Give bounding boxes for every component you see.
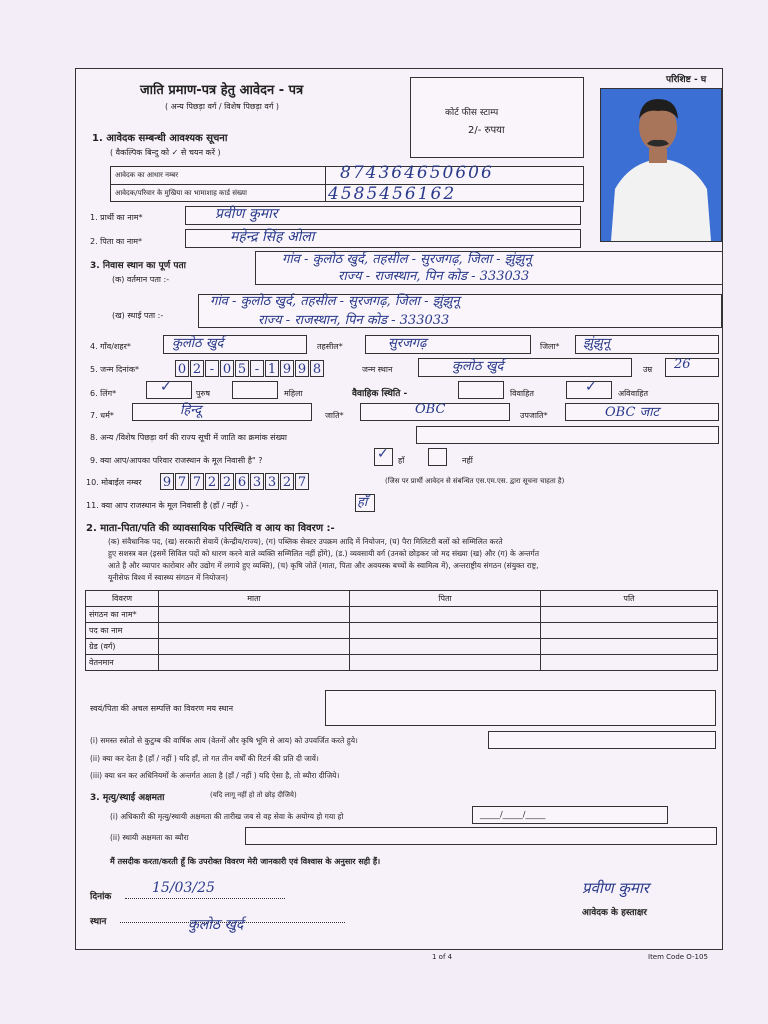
mobile-digit: 7 (295, 473, 309, 490)
date-label: दिनांक (90, 892, 112, 902)
form-subtitle: ( अन्य पिछड़ा वर्ग / विशेष पिछड़ा वर्ग ) (165, 102, 280, 111)
male-check-mark: ✓ (160, 379, 172, 395)
q3a-label: (क) वर्तमान पता :- (112, 275, 170, 284)
table-row-label: पद का नाम (86, 623, 159, 639)
table-header-cell: माता (159, 591, 350, 607)
q10-note: (जिस पर प्रार्थी आवेदन से संबन्धित एस.एम.एस. द्वारा सूचना चाहता है) (385, 477, 565, 485)
table-cell[interactable] (159, 655, 350, 671)
permanent-address-line1: गांव - कुलोठ खुर्द, तहसील - सुरजगढ़, जिला - झुंझुनू (210, 294, 460, 309)
dob-digit: 5 (235, 360, 249, 377)
married-label: विवाहित (510, 389, 534, 398)
date-line (125, 898, 285, 899)
current-address-line1: गांव - कुलोठ खुर्द, तहसील - सुरजगढ़, जिला - झुंझुनू (282, 252, 532, 267)
q5-label: 5. जन्म दिनांक* (90, 365, 139, 374)
mobile-digit: 2 (280, 473, 294, 490)
q10-label: 10. मोबाईल नम्बर (86, 478, 142, 487)
q4-label: 4. गाँव/शहर* (90, 342, 131, 351)
section3-note: (यदि लागू नहीं हो तो छोड़ दीजिये) (210, 791, 297, 799)
q2-label: 2. पिता का नाम* (90, 237, 143, 246)
age-label: उम्र (643, 365, 653, 374)
declaration: मैं तसदीक करता/करती हूँ कि उपरोक्त विवरण मेरी जानकारी एवं विश्वास के अनुसार सही हैं। (110, 857, 381, 866)
q3b-label: (ख) स्थाई पता :- (112, 311, 164, 320)
section2-heading: 2. माता-पिता/पति की व्यावसायिक परिस्थिति व आय का विवरण :- (86, 523, 335, 534)
table-cell[interactable] (541, 655, 718, 671)
caste-serial-field[interactable] (416, 426, 719, 444)
q6-label: 6. लिंग* (90, 389, 117, 398)
income-field[interactable] (488, 731, 716, 749)
birthplace-value: कुलोठ खुर्द (452, 359, 504, 374)
religion-field[interactable] (132, 403, 312, 421)
table-cell[interactable] (159, 623, 350, 639)
section2-para4: यूनीसेफ विश्व में स्वास्थ्य संगठन में नियोजन) (108, 573, 228, 582)
q3-label: 3. निवास स्थान का पूर्ण पता (90, 261, 186, 271)
table-row-label: संगठन का नाम* (86, 607, 159, 623)
table-header-cell: पति (541, 591, 718, 607)
mobile-digit: 3 (250, 473, 264, 490)
bhamashah-value[interactable]: 4585456162 (328, 184, 457, 204)
place-label: स्थान (90, 917, 107, 927)
mobile-digit: 6 (235, 473, 249, 490)
dob-field[interactable] (175, 358, 325, 377)
form-title: जाति प्रमाण-पत्र हेतु आवेदन - पत्र (140, 83, 304, 98)
section1-heading: 1. आवेदक सम्बन्धी आवश्यक सूचना (92, 133, 228, 144)
table-row (86, 655, 718, 671)
section2-para3: आते है और व्यापार कारोबार और उद्योग में लगाये हुए व्यक्ति), (च) कृषि जोतें (माता, पिता और अवयस्क बच्चों के स्वामित्व में), अन्तराष्ट्रीय संगठन (संयुक्त राष्ट्र, (108, 561, 539, 570)
table-cell[interactable] (159, 607, 350, 623)
income-q3: (iii) क्या धन कर अधिनियमों के अन्तर्गत आता है (हाँ / नहीं ) यदि ऐसा है, तो ब्यौरा दीजिये। (90, 771, 340, 780)
dob-digit: - (250, 360, 264, 377)
table-row-label: वेतनमान (86, 655, 159, 671)
native-no-checkbox[interactable] (428, 448, 447, 466)
native-yes-label: हाँ (398, 456, 405, 465)
dob-digit: 2 (190, 360, 204, 377)
father-name-value: महेन्द्र सिंह ओला (230, 229, 315, 245)
item-code: Item Code O-105 (648, 953, 708, 961)
table-cell[interactable] (159, 639, 350, 655)
property-label: स्वयं/पिता की अचल सम्पत्ति का विवरण मय स्थान (90, 704, 234, 713)
table-header-cell: पिता (350, 591, 541, 607)
table-cell[interactable] (350, 623, 541, 639)
place-value[interactable]: कुलोठ खुर्द (188, 917, 244, 933)
mobile-digit: 7 (175, 473, 189, 490)
q11-value: हाँ (357, 495, 368, 510)
section2-para2: हुए सशस्त्र बल (इसमें सिविल पदों को धारण करने वाले व्यक्ति सम्मिलित नहीं होंगे), (ड.) व्यवसायी वर्ग (उनको छोड़कर जो मद संख्या (ख) और (ग) के अन्तर्गत (108, 549, 540, 558)
aadhaar-label: आवेदक का आधार नम्बर (115, 171, 179, 179)
dob-digit: 1 (265, 360, 279, 377)
religion-value: हिन्दू (180, 403, 202, 418)
native-yes-check-mark: ✓ (377, 446, 389, 462)
income-q1: (i) समस्त स्त्रोतो से कुटुम्ब की वार्षिक आय (वेतनों और कृषि भूमि से आय) को उपवर्जित करते हुये। (90, 736, 358, 745)
q1-label: 1. प्रार्थी का नाम* (90, 213, 143, 222)
mobile-digit: 2 (220, 473, 234, 490)
occupation-table (85, 590, 718, 671)
dob-digit: - (205, 360, 219, 377)
male-label: पुरुष (196, 389, 210, 398)
table-row (86, 623, 718, 639)
page-number: 1 of 4 (432, 953, 453, 961)
aadhaar-value[interactable]: 874364650606 (340, 163, 494, 183)
table-cell[interactable] (541, 639, 718, 655)
age-value: 26 (674, 357, 691, 372)
property-field[interactable] (325, 690, 716, 726)
dob-digit: 0 (175, 360, 189, 377)
signature: प्रवीण कुमार (582, 879, 649, 897)
district-label: जिला* (540, 342, 560, 351)
applicant-name-value: प्रवीण कुमार (215, 206, 278, 222)
tehsil-label: तहसील* (317, 342, 343, 351)
unmarried-check-mark: ✓ (585, 379, 597, 395)
person-photo-icon (601, 89, 721, 241)
mobile-digit: 9 (160, 473, 174, 490)
q11-label: 11. क्या आप राजस्थान के मूल निवासी है (हाँ / नहीं ) - (86, 501, 249, 510)
section3-heading: 3. मृत्यु/स्थाई अक्षमता (90, 793, 165, 803)
stamp-value: 2/- रुपया (468, 125, 505, 136)
tehsil-value: सुरजगढ़ (388, 336, 427, 351)
district-value: झुंझुनू (583, 336, 610, 351)
village-value: कुलोठ खुर्द (172, 336, 224, 351)
married-checkbox[interactable] (458, 381, 504, 399)
q7-label: 7. धर्म* (90, 411, 114, 420)
unmarried-label: अविवाहित (618, 389, 649, 398)
table-cell[interactable] (350, 655, 541, 671)
current-address-line2: राज्य - राजस्थान, पिन कोड - 333033 (338, 269, 530, 284)
dob-digit: 9 (295, 360, 309, 377)
mobile-digit: 7 (190, 473, 204, 490)
signature-label: आवेदक के हस्ताक्षर (582, 908, 647, 918)
table-header-cell: विवरण (86, 591, 159, 607)
q9-label: 9. क्या आप/आपका परिवार राजस्थान के मूल निवासी है" ? (90, 456, 263, 465)
disability-details-field[interactable] (245, 827, 717, 845)
birthplace-field[interactable] (418, 358, 632, 377)
female-label: महिला (284, 389, 303, 398)
mobile-digit: 3 (265, 473, 279, 490)
annexure-label: परिशिष्ट - घ (666, 75, 707, 85)
section3-q1: (i) अधिकारी की मृत्यु/स्थायी अक्षमता की तारीख जब से वह सेवा के अयोग्य हो गया हो (110, 812, 344, 821)
id-vdivider (325, 166, 326, 202)
dob-digit: 9 (280, 360, 294, 377)
subcaste-value: OBC जाट (605, 405, 660, 420)
subcaste-label: उपजाति* (520, 411, 548, 420)
birthplace-label: जन्म स्थान (362, 365, 393, 374)
bhamashah-label: आवेदक/परिवार के मुखिया का भामाशाह कार्ड संख्या (115, 189, 247, 197)
dob-digit: 8 (310, 360, 324, 377)
stamp-label: कोर्ट फीस स्टाम्प (445, 108, 499, 118)
dob-digit: 0 (220, 360, 234, 377)
section2-para1: (क) संवैधानिक पद, (ख) सरकारी सेवायें (केन्द्रीय/राज्य), (ग) पब्लिक सेक्टर उपक्रम आदि में नियोजन, (घ) पैरा मिलिटरी बलों को सम्मिलित करते (108, 537, 503, 546)
caste-value: OBC (415, 402, 446, 417)
table-cell[interactable] (541, 623, 718, 639)
table-row-label: ग्रेड (वर्ग) (86, 639, 159, 655)
disability-date-blank: _____/_____/_____ (480, 810, 546, 819)
female-checkbox[interactable] (232, 381, 278, 399)
table-cell[interactable] (541, 607, 718, 623)
income-q2: (ii) क्या कर देता है (हाँ / नहीं ) यदि हाँ, तो गत तीन वर्षों की रिटर्न की प्रति दी जावें। (90, 754, 319, 763)
table-cell[interactable] (350, 607, 541, 623)
q8-label: 8. अन्य /विशेष पिछड़ा वर्ग की राज्य सूची में जाति का क्रमांक संख्या (90, 433, 287, 442)
marital-label: वैवाहिक स्थिति - (352, 389, 408, 399)
mobile-field[interactable] (160, 471, 310, 490)
table-row (86, 639, 718, 655)
applicant-photo (600, 88, 722, 242)
table-header-row (86, 591, 718, 607)
table-row (86, 607, 718, 623)
native-no-label: नहीं (462, 456, 473, 465)
permanent-address-line2: राज्य - राजस्थान, पिन कोड - 333033 (258, 313, 450, 328)
table-cell[interactable] (350, 639, 541, 655)
mobile-digit: 2 (205, 473, 219, 490)
section1-note: ( वैकल्पिक बिन्दु को ✓ से चयन करें ) (110, 148, 221, 157)
date-value[interactable]: 15/03/25 (152, 880, 215, 896)
caste-label: जाति* (325, 411, 344, 420)
section3-q2: (ii) स्थायी अक्षमता का ब्यौरा (110, 833, 189, 842)
